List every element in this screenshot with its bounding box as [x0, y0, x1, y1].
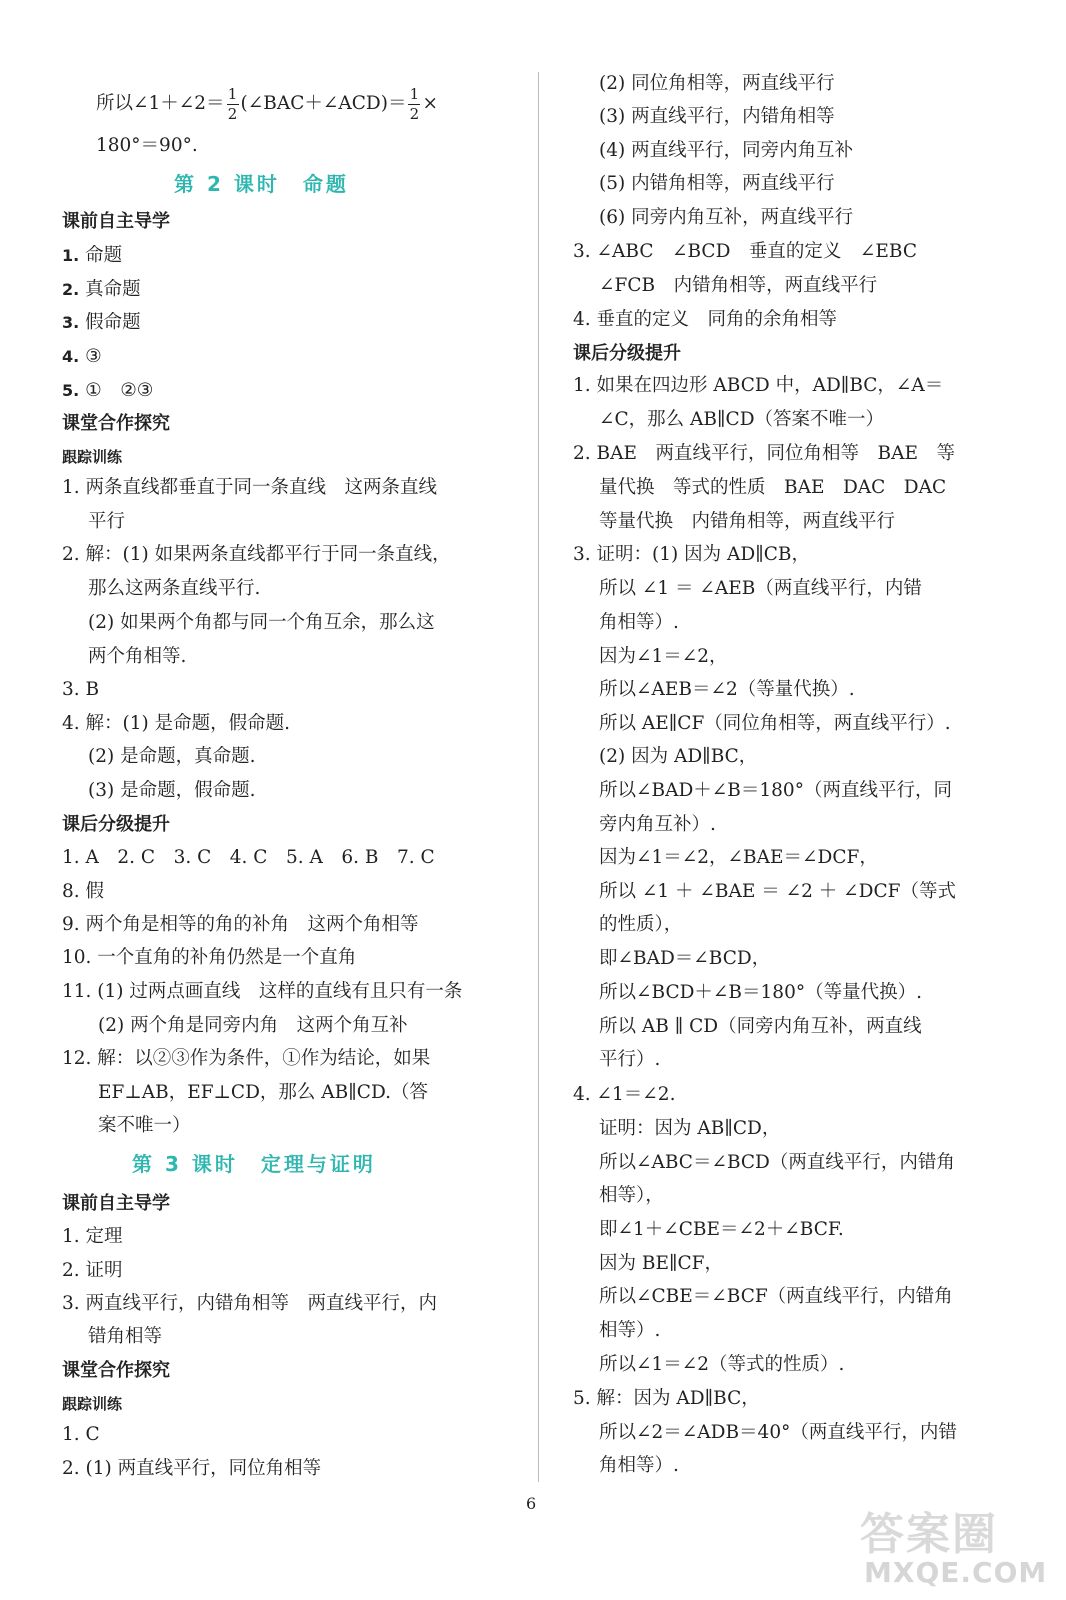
- fraction-numerator: 1: [409, 84, 420, 103]
- answer-line: 9. 两个角是相等的角的补角 这两个角相等: [62, 914, 419, 935]
- answer-line: 案不唯一）: [98, 1115, 191, 1136]
- section-heading: 课后分级提升: [573, 343, 681, 364]
- item-number: 4.: [62, 347, 80, 366]
- subsection-heading: 跟踪训练: [62, 1395, 123, 1413]
- answer-line: 4. ∠1＝∠2.: [573, 1084, 676, 1105]
- answer-line: 2. (1) 两直线平行，同位角相等: [62, 1458, 322, 1479]
- answer-line: 所以∠ABC＝∠BCD（两直线平行，内错角: [599, 1152, 955, 1173]
- answer-line: 3. B: [62, 679, 100, 700]
- formula-middle: (∠BAC＋∠ACD)＝: [240, 93, 407, 114]
- answer-line: (6) 同旁内角互补，两直线平行: [599, 207, 854, 228]
- fraction-denominator: 2: [409, 104, 420, 123]
- answer-line: 3. 两直线平行，内错角相等 两直线平行，内: [62, 1293, 438, 1314]
- formula-suffix: ×: [422, 93, 438, 114]
- answer-line: 即∠1＋∠CBE＝∠2＋∠BCF.: [599, 1219, 844, 1240]
- fraction-half: [408, 84, 420, 123]
- answer-line: 8. 假: [62, 881, 105, 902]
- watermark-url: MXQE.COM: [864, 1556, 1048, 1589]
- answer-item: [62, 241, 122, 271]
- item-text: 假命题: [85, 312, 141, 333]
- answer-line: 1. 如果在四边形 ABCD 中，AD∥BC，∠A＝: [573, 375, 944, 396]
- answer-line: EF⊥AB，EF⊥CD，那么 AB∥CD.（答: [98, 1082, 429, 1103]
- answer-item: [62, 342, 102, 372]
- answer-line: 所以∠1＝∠2（等式的性质）.: [599, 1354, 845, 1375]
- answer-line: 10. 一个直角的补角仍然是一个直角: [62, 947, 357, 968]
- answer-line: 量代换 等式的性质 BAE DAC DAC: [599, 477, 947, 498]
- answer-line: 1. 两条直线都垂直于同一条直线 这两条直线: [62, 477, 438, 498]
- section-heading: 课堂合作探究: [62, 1360, 170, 1381]
- answer-line: 所以∠2＝∠ADB＝40°（两直线平行，内错: [599, 1422, 957, 1443]
- answer-line: 因为 BE∥CF，: [599, 1253, 724, 1274]
- answer-line: 即∠BAD＝∠BCD，: [599, 948, 771, 969]
- item-text: ① ②③: [85, 380, 154, 401]
- lesson-3-title: 第 3 课时 定理与证明: [132, 1152, 376, 1176]
- answer-line: 那么这两条直线平行.: [88, 578, 261, 599]
- answer-line: (3) 两直线平行，内错角相等: [599, 106, 835, 127]
- lesson-2-title: 第 2 课时 命题: [174, 172, 349, 196]
- answer-line: 11. (1) 过两点画直线 这样的直线有且只有一条: [62, 981, 463, 1002]
- answer-line: (4) 两直线平行，同旁内角互补: [599, 140, 854, 161]
- answer-line: 所以∠AEB＝∠2（等量代换）.: [599, 679, 855, 700]
- answer-line: 证明：因为 AB∥CD，: [599, 1118, 781, 1139]
- answer-line: ∠FCB 内错角相等，两直线平行: [599, 275, 878, 296]
- answer-line: 2. 解：(1) 如果两条直线都平行于同一条直线，: [62, 544, 451, 565]
- answer-line: (2) 同位角相等，两直线平行: [599, 73, 835, 94]
- answer-item: [62, 275, 141, 305]
- item-text: ③: [85, 346, 102, 367]
- answer-line: 相等）.: [599, 1320, 661, 1341]
- fraction-numerator: 1: [227, 84, 238, 103]
- answer-line: 错角相等: [88, 1326, 163, 1347]
- answer-line: ∠C，那么 AB∥CD（答案不唯一）: [599, 409, 885, 430]
- answer-line: 1. C: [62, 1424, 100, 1445]
- answer-line: 1. 定理: [62, 1226, 123, 1247]
- answer-line: 因为∠1＝∠2，: [599, 646, 728, 667]
- answer-line: 所以 ∠1 ＝ ∠AEB（两直线平行，内错: [599, 578, 922, 599]
- answer-line: 相等），: [599, 1185, 664, 1206]
- answer-line: 两个角相等.: [88, 646, 187, 667]
- section-heading: 课前自主导学: [62, 1193, 170, 1214]
- page-number: 6: [526, 1494, 537, 1513]
- answer-line: (5) 内错角相等，两直线平行: [599, 173, 835, 194]
- answer-line: 所以 AE∥CF（同位角相等，两直线平行）.: [599, 713, 951, 734]
- answer-line: (2) 如果两个角都与同一个角互余，那么这: [88, 612, 435, 633]
- answer-line: 角相等）.: [599, 1455, 679, 1476]
- item-number: 5.: [62, 381, 80, 400]
- answer-line: 3. ∠ABC ∠BCD 垂直的定义 ∠EBC: [573, 241, 918, 262]
- watermark-logo: [860, 1498, 1050, 1596]
- formula-line: [96, 84, 438, 124]
- item-text: 真命题: [85, 279, 141, 300]
- fraction-half: [227, 84, 239, 123]
- answer-line: 的性质），: [599, 914, 683, 935]
- answer-line: (3) 是命题，假命题.: [88, 780, 256, 801]
- answer-line: 所以∠BAD＋∠B＝180°（两直线平行，同: [599, 780, 952, 801]
- answer-line: 角相等）.: [599, 612, 679, 633]
- answer-line: 平行）.: [599, 1049, 661, 1070]
- answer-line: 12. 解：以②③作为条件，①作为结论，如果: [62, 1048, 431, 1069]
- item-number: 1.: [62, 246, 80, 265]
- answer-line: 2. BAE 两直线平行，同位角相等 BAE 等: [573, 443, 955, 464]
- column-divider: [538, 72, 539, 1482]
- answer-item: [62, 376, 153, 406]
- answer-line: 1. A 2. C 3. C 4. C 5. A 6. B 7. C: [62, 847, 435, 868]
- answer-line: 旁内角互补）.: [599, 814, 716, 835]
- answer-line: 因为∠1＝∠2，∠BAE＝∠DCF，: [599, 847, 878, 868]
- answer-line: 3. 证明：(1) 因为 AD∥CB，: [573, 544, 810, 565]
- answer-line: 4. 垂直的定义 同角的余角相等: [573, 309, 838, 330]
- answer-line: 平行: [88, 511, 126, 532]
- section-heading: 课后分级提升: [62, 814, 170, 835]
- answer-line: (2) 因为 AD∥BC，: [599, 746, 758, 767]
- item-number: 2.: [62, 280, 80, 299]
- formula-line-2: 180°＝90°.: [96, 135, 198, 156]
- answer-line: 所以 AB ∥ CD（同旁内角互补，两直线: [599, 1016, 922, 1037]
- item-text: 命题: [85, 245, 123, 266]
- fraction-denominator: 2: [227, 104, 238, 123]
- section-heading: 课前自主导学: [62, 211, 170, 232]
- answer-line: 等量代换 内错角相等，两直线平行: [599, 511, 896, 532]
- answer-line: 4. 解：(1) 是命题，假命题.: [62, 713, 290, 734]
- answer-line: (2) 是命题，真命题.: [88, 746, 256, 767]
- watermark-text: 答案圈: [860, 1509, 998, 1560]
- section-heading: 课堂合作探究: [62, 413, 170, 434]
- answer-line: 所以 ∠1 ＋ ∠BAE ＝ ∠2 ＋ ∠DCF（等式: [599, 881, 956, 902]
- subsection-heading: 跟踪训练: [62, 448, 123, 466]
- answer-item: [62, 308, 141, 338]
- answer-line: 5. 解：因为 AD∥BC，: [573, 1388, 760, 1409]
- answer-line: (2) 两个角是同旁内角 这两个角互补: [98, 1015, 408, 1036]
- formula-prefix: 所以∠1＋∠2＝: [96, 93, 225, 114]
- item-number: 3.: [62, 313, 80, 332]
- answer-line: 2. 证明: [62, 1260, 123, 1281]
- answer-line: 所以∠BCD＋∠B＝180°（等量代换）.: [599, 982, 922, 1003]
- answer-line: 所以∠CBE＝∠BCF（两直线平行，内错角: [599, 1286, 953, 1307]
